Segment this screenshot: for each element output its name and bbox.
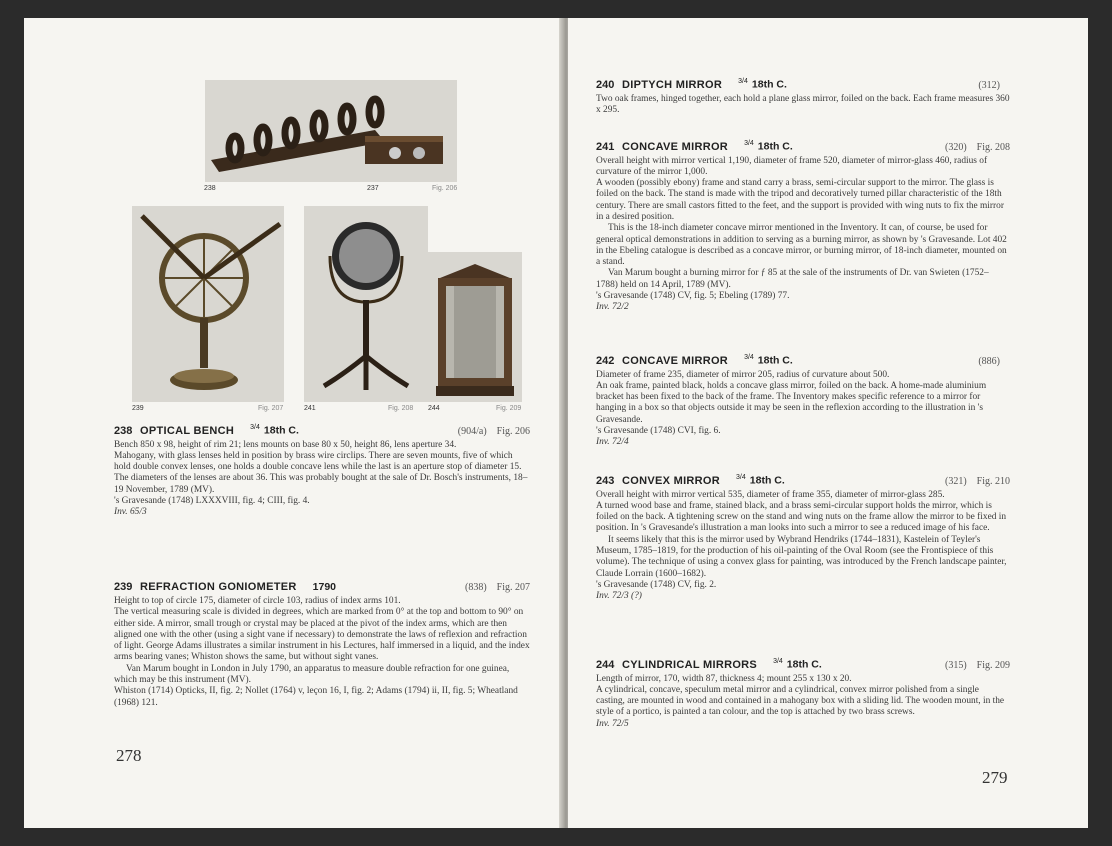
entry-number: 238: [114, 424, 133, 437]
entry-paragraph: An oak frame, painted black, holds a concave glass mirror, foiled on the back. A home-made aluminium bracket has been fixed to the back of the frame. The Inventory makes specific reference to a mirror for hanging in a box so that objects outside it may be seen in the reflexion according to the illustration in 's Gravesande.: [596, 380, 987, 425]
catalogue-ref: (320): [944, 141, 967, 153]
figure-ref: Fig. 207: [496, 582, 530, 593]
figure-ref: Fig. 206: [496, 425, 530, 437]
entry-body: [596, 94, 1010, 117]
entry-date-fraction: 3/4: [744, 354, 754, 361]
entry-bibliography: 's Gravesande (1748) CVI, fig. 6.: [596, 425, 721, 436]
catalogue-ref: (904/a): [457, 425, 487, 437]
entry-inventory: Inv. 72/2: [596, 302, 629, 313]
entry-238: [114, 424, 530, 519]
entry-date: [250, 424, 299, 437]
caption-238: 238: [204, 185, 216, 192]
entry-heading: [596, 354, 1010, 367]
entry-paragraph: Van Marum bought a burning mirror for ƒ 85 at the sale of the instruments of Dr. van Swieten (1752–1788) held on 14 April, 1789 (MV).: [596, 268, 989, 290]
entry-body: [114, 596, 530, 709]
figure-ref: Fig. 208: [976, 141, 1010, 153]
entry-241: [596, 140, 1010, 314]
entry-date-fraction: 3/4: [744, 140, 754, 147]
entry-heading: [596, 658, 1010, 671]
entry-paragraph: A cylindrical, concave, speculum metal mirror and a cylindrical, convex mirror polished from a single casting, are mounted in wood and contained in a mahogany box with a sliding lid. The wooden mount, in the style of a portico, is painted a tan colour, and the top is attached by two brass screws.: [596, 684, 1005, 718]
catalogue-ref: (312): [978, 79, 1000, 91]
caption-fig-209: Fig. 209: [496, 405, 522, 412]
entry-reference: [968, 80, 1010, 91]
entry-number: 243: [596, 474, 615, 487]
entry-date-fraction: 3/4: [773, 658, 783, 665]
catalogue-ref: (838): [464, 582, 487, 593]
entry-number: 241: [596, 140, 615, 153]
entry-date-fraction: 3/4: [738, 78, 748, 85]
entry-243: [596, 474, 1010, 602]
caption-fig-206: Fig. 206: [432, 185, 458, 192]
entry-number: 244: [596, 658, 615, 671]
caption-237: 237: [367, 185, 379, 192]
optical-bench-illustration: [205, 80, 457, 182]
cylindrical-mirrors-illustration: [428, 252, 522, 402]
page-number: 279: [982, 768, 1008, 787]
entry-reference: [935, 476, 1010, 487]
caption-239: 239: [132, 405, 144, 412]
entry-bibliography: Whiston (1714) Opticks, II, fig. 2; Nollet (1764) v, leçon 16, I, fig. 2; Adams (1794) ii, II, fig. 5; Wheatland (1968) 121.: [114, 686, 518, 708]
entry-242: [596, 354, 1010, 449]
entry-number: 242: [596, 354, 615, 367]
entry-inventory: Inv. 72/4: [596, 437, 629, 448]
entry-title: CONCAVE MIRROR: [622, 354, 729, 367]
entry-date-fraction: 3/4: [250, 424, 260, 431]
entry-239: [114, 581, 530, 709]
entry-inventory: Inv. 72/3 (?): [596, 591, 642, 602]
entry-paragraph: Height to top of circle 175, diameter of circle 103, radius of index arms 101.: [114, 596, 401, 606]
entry-reference: [935, 660, 1010, 671]
entry-date-fraction: 3/4: [736, 474, 746, 481]
entry-244: [596, 658, 1010, 730]
entry-paragraph: It seems likely that this is the mirror used by Wybrand Hendriks (1744–1831), Kastelein of Teyler's Museum, 1785–1819, for the production of his oil-painting of the Oval Room (see the Frontispiece of this volume). The technique of using a convex glass for painting, was introduced by the French landscape painter, Claude Lorrain (1600–1682).: [596, 534, 1007, 579]
entry-paragraph: Two oak frames, hinged together, each hold a plane glass mirror, foiled on the back. Each frame measures 360 x 295.: [596, 93, 1010, 115]
entry-title: OPTICAL BENCH: [140, 424, 235, 437]
entry-number: 239: [114, 581, 133, 593]
entry-heading: [114, 581, 530, 593]
photo-refraction-goniometer: [132, 206, 284, 402]
catalogue-ref: (321): [944, 475, 967, 487]
entry-paragraph: Mahogany, with glass lenses held in position by brass wire circlips. There are seven mounts, five of which hold double convex lenses, one holds a double concave lens while the last is an aperture stop of diameter 15. The diameters of the lenses are about 36. This was probably bought at the sale of Dr. Bosch's instruments, 18–19 November, 1789 (MV).: [114, 450, 528, 495]
entry-bibliography: 's Gravesande (1748) CV, fig. 5; Ebeling (1789) 77.: [596, 291, 790, 302]
figure-ref: Fig. 210: [976, 475, 1010, 487]
photo-cylindrical-mirrors: [428, 252, 522, 402]
entry-reference: [968, 356, 1010, 367]
entry-body: [114, 440, 530, 519]
entry-reference: [455, 582, 530, 593]
entry-paragraph: A wooden (possibly ebony) frame and stand carry a brass, semi-circular support to the mirror. The glass is foiled on the back. The stand is made with the tripod and decoratively turned pillar characteristic of the 18th century. There are small castors fitted to the feet, and the support is provided with wing nuts to fix the mirror in a desired position.: [596, 178, 1004, 222]
goniometer-illustration: [132, 206, 284, 402]
entry-date: [313, 581, 336, 593]
entry-paragraph: Length of mirror, 170, width 87, thickness 4; mount 255 x 130 x 20.: [596, 673, 852, 684]
caption-fig-208: Fig. 208: [388, 405, 414, 412]
entry-paragraph: Overall height with mirror vertical 535, diameter of frame 355, diameter of mirror-glass 285.: [596, 489, 945, 500]
entry-title: DIPTYCH MIRROR: [622, 78, 723, 91]
entry-date: [736, 474, 785, 487]
figure-ref: Fig. 209: [976, 659, 1010, 671]
entry-body: [596, 674, 1010, 730]
concave-mirror-illustration: [304, 206, 428, 402]
entry-date-text: 1790: [312, 581, 336, 593]
entry-title: CONVEX MIRROR: [622, 474, 721, 487]
entry-date: [744, 140, 793, 153]
entry-bibliography: 's Gravesande (1748) LXXXVIII, fig. 4; CIII, fig. 4.: [114, 495, 310, 506]
entry-paragraph: This is the 18-inch diameter concave mirror mentioned in the Inventory. It can, of course, be used for general optical demonstrations in addition to serving as a burning mirror, as shown by 's Gravesande. Lot 402 in the Ebeling catalogue is described as a concave mirror, or burning mirror, of 18-inch diameter, mounted on a stand.: [596, 223, 1007, 268]
entry-date: [773, 658, 822, 671]
entry-reference: [448, 426, 530, 437]
caption-244: 244: [428, 405, 440, 412]
entry-date-text: 18th C.: [757, 140, 793, 153]
entry-inventory: Inv. 72/5: [596, 718, 629, 729]
entry-paragraph: Overall height with mirror vertical 1,190, diameter of frame 520, diameter of mirror-glass 460, radius of curvature of the mirror 1,000.: [596, 155, 988, 177]
entry-bibliography: 's Gravesande (1748) CV, fig. 2.: [596, 579, 717, 590]
entry-heading: [596, 140, 1010, 153]
entry-240: [596, 78, 1010, 116]
right-page: [568, 18, 1088, 828]
photo-concave-mirror: [304, 206, 428, 402]
catalogue-ref: (315): [944, 659, 967, 671]
entry-date-text: 18th C.: [757, 354, 793, 367]
entry-paragraph: A turned wood base and frame, stained black, and a brass semi-circular support holds the mirror, which is foiled on the back. A tightening screw on the stand and wing nuts on the frame allow the mirror to be fixed in position. In 's Gravesande's illustration a man looks into such a mirror to see a reduced image of his face.: [596, 500, 1007, 534]
entry-date-text: 18th C.: [263, 424, 299, 437]
caption-fig-207: Fig. 207: [258, 405, 284, 412]
entry-heading: [114, 424, 530, 437]
entry-heading: [596, 78, 1010, 91]
entry-date: [744, 354, 793, 367]
entry-date-text: 18th C.: [786, 658, 822, 671]
entry-reference: [935, 142, 1010, 153]
entry-heading: [596, 474, 1010, 487]
left-page: [24, 18, 564, 828]
entry-paragraph: Bench 850 x 98, height of rim 21; lens mounts on base 80 x 50, height 86, lens aperture 34.: [114, 439, 457, 450]
entry-title: REFRACTION GONIOMETER: [140, 581, 297, 593]
entry-title: CONCAVE MIRROR: [622, 140, 729, 153]
entry-paragraph: The vertical measuring scale is divided in degrees, which are marked from 0° at the top and bottom to 90° on either side. A mirror, small trough or crystal may be placed at the pivot of the index arms, which are then aligned one with the other (using a sight vane if necessary) to demonstrate the laws of reflexion and refraction of light. George Adams illustrates a similar instrument in his Lectures, half immersed in a liquid, and the index arms bearing vanes; Whiston shows the same, but without sight vanes.: [114, 607, 530, 663]
caption-241: 241: [304, 405, 316, 412]
entry-body: [596, 370, 1010, 449]
entry-body: [596, 156, 1010, 314]
entry-body: [596, 490, 1010, 603]
page-number: 278: [116, 746, 142, 765]
entry-paragraph: Diameter of frame 235, diameter of mirror 205, radius of curvature about 500.: [596, 369, 890, 380]
entry-title: CYLINDRICAL MIRRORS: [622, 658, 758, 671]
entry-inventory: Inv. 65/3: [114, 507, 147, 518]
entry-paragraph: Van Marum bought in London in July 1790, an apparatus to measure double refraction for one guinea, which may be this instrument (MV).: [114, 663, 510, 686]
entry-date-text: 18th C.: [749, 474, 785, 487]
entry-number: 240: [596, 78, 615, 91]
catalogue-ref: (886): [978, 355, 1000, 367]
entry-date: [738, 78, 787, 91]
entry-date-text: 18th C.: [751, 78, 787, 91]
photo-optical-bench: [205, 80, 457, 182]
